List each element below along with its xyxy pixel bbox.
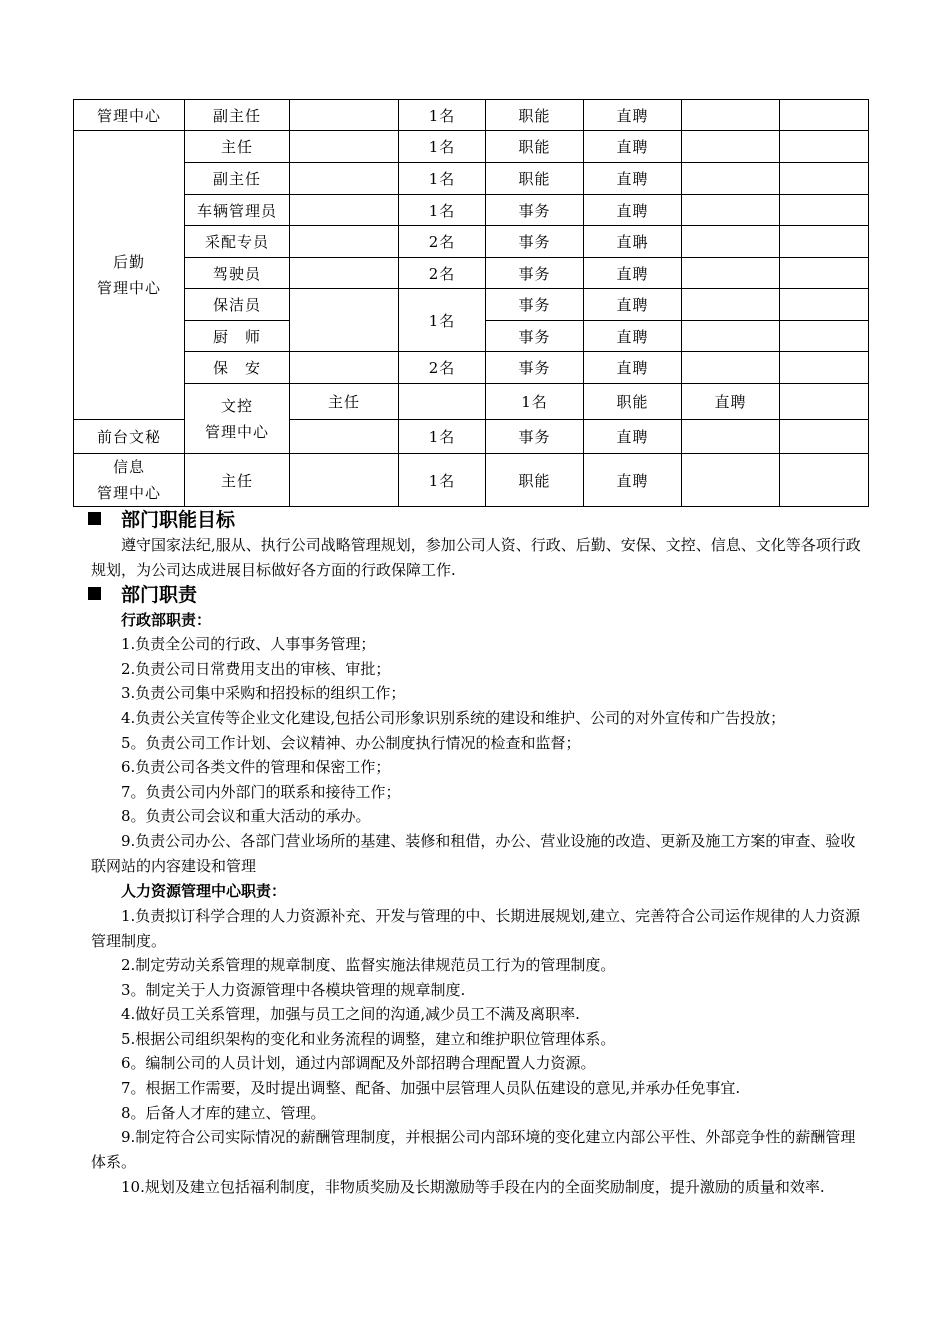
list-item: 4.负责公关宣传等企业文化建设,包括公司形象识别系统的建设和维护、公司的对外宣传和广告投放； bbox=[121, 709, 786, 727]
role-cell: 厨 师 bbox=[185, 321, 290, 352]
list-item: 5。负责公司工作计划、会议精神、办公制度执行情况的检查和监督； bbox=[121, 734, 581, 752]
count-cell: 2名 bbox=[399, 226, 486, 258]
empty-cell bbox=[780, 100, 869, 131]
list-item: 9.负责公司办公、各部门营业场所的基建、装修和租借，办公、营业设施的改造、更新及施工方案的审查、验收联网站的内容建设和管理 bbox=[91, 832, 856, 875]
hire-cell: 直聘 bbox=[584, 454, 682, 507]
empty-cell bbox=[682, 226, 780, 258]
type-cell: 职能 bbox=[584, 384, 682, 420]
empty-cell bbox=[780, 289, 869, 321]
empty-cell bbox=[290, 100, 399, 131]
empty-cell bbox=[780, 321, 869, 352]
empty-cell bbox=[290, 352, 399, 384]
count-cell: 2名 bbox=[399, 258, 486, 289]
empty-cell bbox=[290, 163, 399, 195]
empty-cell bbox=[780, 420, 869, 454]
empty-cell bbox=[682, 321, 780, 352]
list-item: 2.制定劳动关系管理的规章制度、监督实施法律规范员工行为的管理制度。 bbox=[121, 956, 616, 974]
list-item: 6.负责公司各类文件的管理和保密工作； bbox=[121, 758, 391, 776]
table-row bbox=[74, 352, 869, 384]
empty-cell bbox=[780, 454, 869, 507]
table-row bbox=[74, 384, 869, 420]
type-cell: 事务 bbox=[486, 258, 584, 289]
list-item: 6。编制公司的人员计划，通过内部调配及外部招聘合理配置人力资源。 bbox=[121, 1054, 596, 1072]
hire-cell: 直聃 bbox=[584, 226, 682, 258]
goals-paragraph: 遵守国家法纪,服从、执行公司战略管理规划，参加公司人资、行政、后勤、安保、文控、信息、文化等各项行政规划，为公司达成进展目标做好各方面的行政保障工作. bbox=[91, 536, 861, 579]
dept-line: 管理中心 bbox=[96, 279, 161, 297]
hire-cell: 直聘 bbox=[584, 352, 682, 384]
hire-cell: 直聘 bbox=[584, 100, 682, 131]
empty-cell bbox=[290, 454, 399, 507]
list-item: 3。制定关于人力资源管理中各模块管理的规章制度. bbox=[121, 981, 466, 999]
empty-cell bbox=[780, 352, 869, 384]
count-cell: 1名 bbox=[399, 100, 486, 131]
role-cell: 车辆管理员 bbox=[185, 195, 290, 226]
table-row bbox=[74, 258, 869, 289]
role-cell: 保洁员 bbox=[185, 289, 290, 321]
table-row bbox=[74, 100, 869, 131]
type-cell: 事务 bbox=[486, 226, 584, 258]
empty-cell bbox=[780, 258, 869, 289]
empty-cell bbox=[682, 195, 780, 226]
empty-cell bbox=[682, 131, 780, 163]
empty-cell bbox=[290, 258, 399, 289]
list-item: 8。后备人才库的建立、管理。 bbox=[121, 1104, 326, 1122]
hire-cell: 直聘 bbox=[584, 258, 682, 289]
empty-cell bbox=[780, 195, 869, 226]
role-cell: 采配专员 bbox=[185, 226, 290, 258]
admin-duties-heading: 行政部职责： bbox=[121, 611, 212, 629]
hire-cell: 直聘 bbox=[584, 289, 682, 321]
role-cell: 副主任 bbox=[185, 100, 290, 131]
dept-line: 文控 bbox=[220, 396, 253, 415]
role-cell: 前台文秘 bbox=[74, 420, 185, 454]
type-cell: 事务 bbox=[486, 195, 584, 226]
section-title: 部门职能目标 bbox=[121, 509, 236, 531]
list-item: 7。负责公司内外部门的联系和接待工作； bbox=[121, 783, 401, 801]
type-cell: 职能 bbox=[486, 131, 584, 163]
count-cell: 1名 bbox=[399, 131, 486, 163]
dept-cell bbox=[185, 384, 290, 454]
empty-cell bbox=[682, 163, 780, 195]
table-row bbox=[74, 131, 869, 163]
list-item: 3.负责公司集中采购和招投标的组织工作； bbox=[121, 684, 406, 702]
dept-cell bbox=[74, 454, 185, 507]
dept-line: 管理中心 bbox=[204, 422, 269, 441]
table-row bbox=[74, 454, 869, 507]
square-bullet-icon bbox=[88, 512, 101, 525]
list-item: 7。根据工作需要，及时提出调整、配备、加强中层管理人员队伍建设的意见,并承办任免事宜. bbox=[121, 1079, 741, 1097]
count-cell: 2名 bbox=[399, 352, 486, 384]
section-title: 部门职责 bbox=[121, 584, 198, 606]
empty-cell bbox=[780, 384, 869, 420]
count-cell: 1名 bbox=[399, 289, 486, 352]
hire-cell: 直聘 bbox=[584, 420, 682, 454]
empty-cell bbox=[780, 163, 869, 195]
list-item: 2.负责公司日常费用支出的审核、审批； bbox=[121, 660, 391, 678]
empty-cell bbox=[399, 384, 486, 420]
hr-duties-heading: 人力资源管理中心职责： bbox=[121, 882, 287, 900]
dept-cell bbox=[74, 131, 185, 420]
empty-cell bbox=[290, 226, 399, 258]
hire-cell: 直聘 bbox=[584, 163, 682, 195]
role-cell: 主任 bbox=[290, 384, 399, 420]
empty-cell bbox=[682, 454, 780, 507]
role-cell: 副主任 bbox=[185, 163, 290, 195]
empty-cell bbox=[290, 131, 399, 163]
dept-line: 信息 bbox=[112, 458, 145, 476]
staffing-table bbox=[73, 99, 869, 507]
type-cell: 职能 bbox=[486, 163, 584, 195]
empty-cell bbox=[290, 420, 399, 454]
role-cell: 驾驶员 bbox=[185, 258, 290, 289]
dept-cell: 管理中心 bbox=[74, 100, 185, 131]
role-cell: 保 安 bbox=[185, 352, 290, 384]
type-cell: 事务 bbox=[486, 289, 584, 321]
list-item: 4.做好员工关系管理，加强与员工之间的沟通,减少员工不满及离职率. bbox=[121, 1005, 580, 1023]
role-cell: 主任 bbox=[185, 131, 290, 163]
hire-cell: 直聘 bbox=[682, 384, 780, 420]
table-row bbox=[74, 226, 869, 258]
section-heading-goals bbox=[88, 505, 235, 532]
empty-cell bbox=[780, 131, 869, 163]
square-bullet-icon bbox=[88, 587, 101, 600]
empty-cell bbox=[290, 195, 399, 226]
type-cell: 事务 bbox=[486, 321, 584, 352]
empty-cell bbox=[682, 289, 780, 321]
hire-cell: 直聘 bbox=[584, 195, 682, 226]
type-cell: 事务 bbox=[486, 352, 584, 384]
list-item: 8。负责公司会议和重大活动的承办。 bbox=[121, 807, 371, 825]
table-row bbox=[74, 289, 869, 321]
empty-cell bbox=[682, 100, 780, 131]
list-item: 10.规划及建立包括福利制度，非物质奖励及长期激励等手段在内的全面奖励制度，提升激励的质量和效率. bbox=[121, 1178, 825, 1196]
count-cell: 1名 bbox=[399, 195, 486, 226]
list-item: 1.负责全公司的行政、人事事务管理； bbox=[121, 635, 376, 653]
type-cell: 职能 bbox=[486, 454, 584, 507]
type-cell: 职能 bbox=[486, 100, 584, 131]
table-row bbox=[74, 163, 869, 195]
count-cell: 1名 bbox=[486, 384, 584, 420]
count-cell: 1名 bbox=[399, 420, 486, 454]
list-item: 1.负责拟订科学合理的人力资源补充、开发与管理的中、长期进展规划,建立、完善符合公司运作规律的人力资源管理制度。 bbox=[91, 907, 861, 950]
empty-cell bbox=[682, 420, 780, 454]
section-heading-duties bbox=[88, 580, 197, 607]
table-row bbox=[74, 195, 869, 226]
hire-cell: 直聘 bbox=[584, 131, 682, 163]
empty-cell bbox=[682, 352, 780, 384]
type-cell: 事务 bbox=[486, 420, 584, 454]
count-cell: 1名 bbox=[399, 163, 486, 195]
dept-line: 后勤 bbox=[112, 253, 145, 271]
dept-line: 管理中心 bbox=[96, 484, 161, 502]
empty-cell bbox=[682, 258, 780, 289]
empty-cell bbox=[290, 289, 399, 352]
empty-cell bbox=[780, 226, 869, 258]
list-item: 5.根据公司组织架构的变化和业务流程的调整，建立和维护职位管理体系。 bbox=[121, 1030, 616, 1048]
list-item: 9.制定符合公司实际情况的薪酬管理制度，并根据公司内部环境的变化建立内部公平性、外部竞争性的薪酬管理体系。 bbox=[91, 1128, 856, 1171]
role-cell: 主任 bbox=[185, 454, 290, 507]
hire-cell: 直聘 bbox=[584, 321, 682, 352]
count-cell: 1名 bbox=[399, 454, 486, 507]
